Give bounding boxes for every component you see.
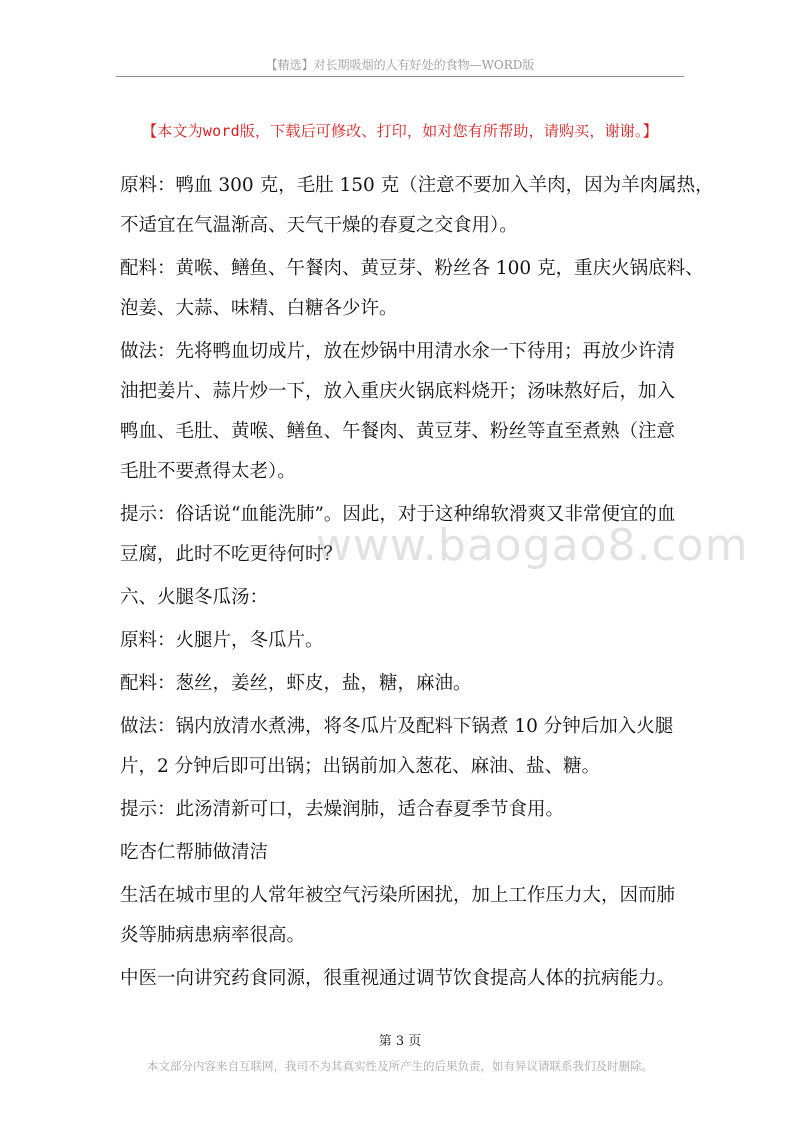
paragraph-seasonings-1 (120, 249, 704, 329)
paragraph-seasonings-2 (120, 664, 684, 704)
paragraph-method-2 (120, 707, 684, 787)
download-notice: 【本文为word版，下载后可修改、打印，如对您有所帮助，请购买，谢谢。】 (142, 122, 658, 140)
section-heading-almond (120, 833, 684, 873)
text-line: 配料：黄喉、鳝鱼、午餐肉、黄豆芽、粉丝各 100 克，重庆火锅底料、 (120, 258, 704, 279)
document-header: 【精选】对长期吸烟的人有好处的食物—WORD版 (265, 58, 535, 72)
page-number: 第 3 页 (378, 1034, 422, 1049)
paragraph-tip-2 (120, 790, 684, 830)
text-line: 六、火腿冬瓜汤： (120, 587, 269, 608)
text-line: 生活在城市里的人常年被空气污染所困扰，加上工作压力大，因而肺 (120, 885, 676, 906)
text-line: 泡姜、大蒜、味精、白糖各少许。 (120, 298, 398, 319)
paragraph-method-1 (120, 332, 684, 492)
section-heading-soup (120, 578, 684, 618)
paragraph-ingredients-1 (120, 166, 714, 246)
watermark: www.baogao8.com (316, 520, 749, 571)
paragraph-ingredients-2 (120, 621, 684, 661)
paragraph-city-life (120, 876, 684, 956)
text-line: 提示：俗话说“血能洗肺”。因此，对于这种绵软滑爽又非常便宜的血 (120, 504, 676, 525)
paragraph-tcm (120, 959, 684, 999)
header-divider (116, 76, 684, 77)
text-line: 原料：鸭血 300 克，毛肚 150 克（注意不要加入羊肉，因为羊肉属热， (120, 175, 714, 196)
text-line: 做法：锅内放清水煮沸，将冬瓜片及配料下锅煮 10 分钟后加入火腿 (120, 716, 674, 737)
document-footer: 本文部分内容来自互联网，我司不为其真实性及所产生的后果负责，如有异议请联系我们及时删除。 (147, 1059, 653, 1073)
text-line: 原料：火腿片，冬瓜片。 (120, 630, 324, 651)
text-line: 炎等肺病患病率很高。 (120, 925, 306, 946)
text-line: 鸭血、毛肚、黄喉、鳝鱼、午餐肉、黄豆芽、粉丝等直至煮熟（注意 (120, 421, 676, 442)
paragraph-tip-1 (120, 495, 684, 575)
document-body (120, 166, 714, 1002)
text-line: 油把姜片、蒜片炒一下，放入重庆火锅底料烧开；汤味熬好后，加入 (120, 381, 676, 402)
text-line: 中医一向讲究药食同源，很重视通过调节饮食提高人体的抗病能力。 (120, 968, 676, 989)
text-line: 片，2 分钟后即可出锅；出锅前加入葱花、麻油、盐、糖。 (120, 756, 601, 777)
text-line: 不适宜在气温渐高、天气干燥的春夏之交食用）。 (120, 215, 518, 236)
text-line: 豆腐，此时不吃更待何时？ (120, 544, 343, 565)
text-line: 吃杏仁帮肺做清洁 (120, 842, 269, 863)
text-line: 做法：先将鸭血切成片，放在炒锅中用清水氽一下待用；再放少许清 (120, 341, 676, 362)
text-line: 毛肚不要煮得太老）。 (120, 461, 296, 482)
text-line: 提示：此汤清新可口，去燥润肺，适合春夏季节食用。 (120, 799, 565, 820)
text-line: 配料：葱丝，姜丝，虾皮，盐，糖，麻油。 (120, 673, 472, 694)
